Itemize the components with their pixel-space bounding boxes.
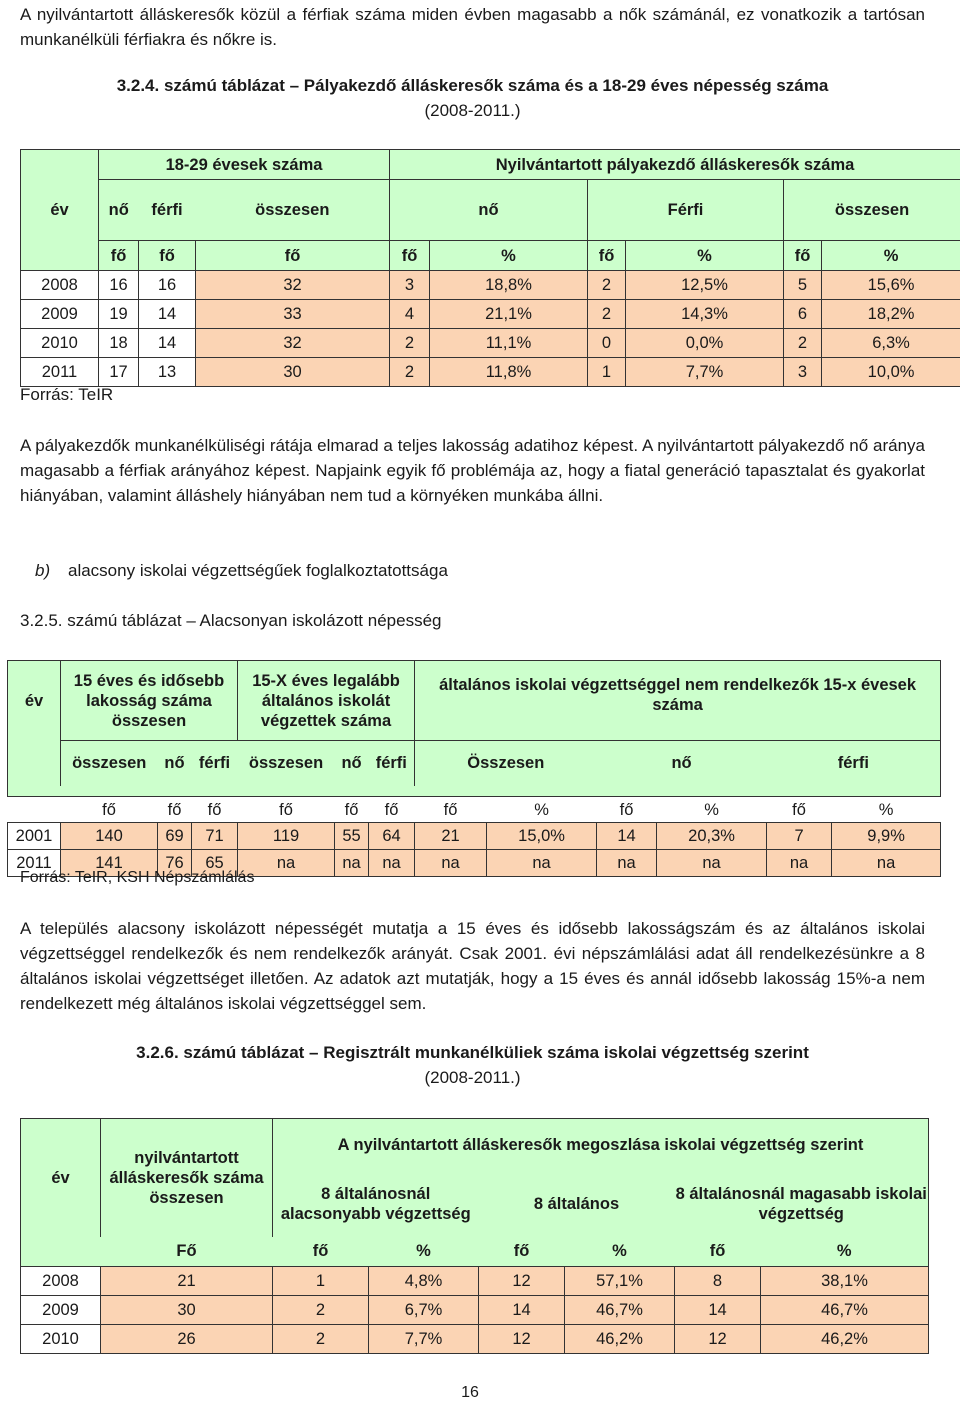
table2-cell: 15,0% (487, 823, 597, 850)
table1-unit: fő (390, 241, 430, 271)
table2-unit: fő (167, 800, 182, 819)
table2-cell: 2001 (8, 823, 61, 850)
table2-unit: fő (344, 800, 359, 819)
table1-cell: 11,1% (430, 329, 588, 358)
table2-unit: fő (384, 800, 399, 819)
table1-cell: 14 (139, 300, 196, 329)
table2-title: 3.2.5. számú táblázat – Alacsonyan iskolázott népesség (20, 611, 442, 630)
table3-subheader-above8: 8 általánosnál magasabb iskolai végzettség (675, 1172, 929, 1237)
table1-unit: fő (139, 241, 196, 271)
table1-title: 3.2.4. számú táblázat – Pályakezdő álláskeresők száma és a 18-29 éves népesség száma (116, 76, 829, 95)
table2-unit: fő (102, 800, 116, 819)
table3-unit: fő (675, 1237, 761, 1267)
table1-unit: % (430, 241, 588, 271)
table1-year-header: év (21, 180, 99, 241)
table3-cell: 2010 (21, 1325, 101, 1354)
table1-header-pop-male: férfi (139, 180, 196, 241)
table3-cell: 46,2% (761, 1325, 929, 1354)
table2-source: Forrás: TeIR, KSH Népszámlálás (20, 869, 255, 886)
table1-cell: 15,6% (822, 271, 960, 300)
table2-cell: 141 (61, 850, 158, 877)
table2-cell: 65 (192, 850, 238, 877)
table2-cell: na (369, 850, 415, 877)
table3-cell: 12 (675, 1325, 761, 1354)
table1-cell: 2008 (21, 271, 99, 300)
table3-unit: % (565, 1237, 675, 1267)
table-row (21, 1296, 929, 1325)
table2-cell: 9,9% (832, 823, 941, 850)
table1-header-pop-total: összesen (196, 180, 390, 241)
table1-cell: 5 (784, 271, 822, 300)
table2-group-header-educated: 15-X éves legalább általános iskolát végzettek száma (238, 661, 415, 741)
table1-cell: 18,8% (430, 271, 588, 300)
table1-cell: 11,8% (430, 358, 588, 387)
table1-cell: 2 (588, 300, 626, 329)
table2-subheader: férfi (192, 741, 238, 786)
table1-unit: fő (784, 241, 822, 271)
table1-source: Forrás: TeIR (20, 385, 114, 404)
table2-cell: 21 (415, 823, 487, 850)
table3-cell: 1 (273, 1267, 369, 1296)
table2-cell: 69 (158, 823, 192, 850)
table3-cell: 2008 (21, 1267, 101, 1296)
table3-cell: 26 (101, 1325, 273, 1354)
table1-cell: 13 (139, 358, 196, 387)
table1-cell: 18 (99, 329, 139, 358)
paragraph-young-jobseekers: A pályakezdők munkanélküliségi rátája elmarad a teljes lakosság adatihoz képest. A nyilvántartott pályakezdő nő aránya magasabb a férfiak arányához képest. Napjaink egyik fő problémája az, hogy a fiatal generáció tapasztalat és gyakorlat hiányában, valamint álláshely hiányában nem tud a környéken munkába állni. (20, 436, 925, 505)
table2-cell: na (487, 850, 597, 877)
table3-group-header: A nyilvántartott álláskeresők megoszlása iskolai végzettség szerint (273, 1119, 929, 1172)
table-row (8, 823, 941, 850)
table2-cell: na (767, 850, 832, 877)
table1-cell: 16 (99, 271, 139, 300)
table3-subheader-below8: 8 általánosnál alacsonyabb végzettség (273, 1172, 479, 1237)
table1-cell: 2 (390, 358, 430, 387)
table1-unit: fő (196, 241, 390, 271)
table1-cell: 1 (588, 358, 626, 387)
table1-unit: fő (588, 241, 626, 271)
table2-year-cell (8, 741, 61, 786)
table2-year-header: év (8, 661, 61, 741)
table1-cell: 2009 (21, 300, 99, 329)
table1-cell: 2 (390, 329, 430, 358)
table1-unit: fő (99, 241, 139, 271)
table1-cell: 0,0% (626, 329, 784, 358)
table2-subheader: nő (597, 741, 767, 786)
table2-cell: 140 (61, 823, 158, 850)
table1-cell: 2011 (21, 358, 99, 387)
table2-subheader: nő (335, 741, 369, 786)
table2-cell: 76 (158, 850, 192, 877)
table2-cell: 14 (597, 823, 657, 850)
table-row (21, 358, 960, 387)
table3-title-years: (2008-2011.) (424, 1068, 521, 1087)
table3-cell: 4,8% (369, 1267, 479, 1296)
table2-unit: % (534, 800, 549, 819)
table3-cell: 2009 (21, 1296, 101, 1325)
table2-subheader: Összesen (415, 741, 597, 786)
subsection-title: alacsony iskolai végzettségűek foglalkoztatottsága (68, 561, 448, 580)
table3-unit: % (369, 1237, 479, 1267)
table2-cell: 55 (335, 823, 369, 850)
page-number: 16 (461, 1384, 479, 1401)
table1-cell: 30 (196, 358, 390, 387)
table3-cell: 12 (479, 1325, 565, 1354)
table3-cell: 12 (479, 1267, 565, 1296)
table1-header-js-female: nő (390, 180, 588, 241)
table1-year-cell-top (21, 150, 99, 180)
table2-cell: 20,3% (657, 823, 767, 850)
table1-cell: 21,1% (430, 300, 588, 329)
table3-total-header: nyilvántartott álláskeresők száma összesen (101, 1119, 273, 1237)
table2-cell: na (597, 850, 657, 877)
table-row (21, 329, 960, 358)
table3-unit: % (761, 1237, 929, 1267)
table1-cell: 12,5% (626, 271, 784, 300)
table3-subheader-8: 8 általános (479, 1172, 675, 1237)
table3-unit-empty (21, 1237, 101, 1267)
table2-spacer (8, 786, 61, 797)
table1-cell: 32 (196, 329, 390, 358)
table1-cell: 17 (99, 358, 139, 387)
table2-spacer (61, 786, 941, 797)
table3-cell: 46,7% (761, 1296, 929, 1325)
table1-cell: 3 (784, 358, 822, 387)
table3 (20, 1118, 929, 1354)
table1-cell: 18,2% (822, 300, 960, 329)
table3-cell: 30 (101, 1296, 273, 1325)
table1-cell: 14 (139, 329, 196, 358)
table2-cell: na (238, 850, 335, 877)
table1-group-header-jobseekers: Nyilvántartott pályakezdő álláskeresők száma (390, 150, 960, 180)
table1-cell: 16 (139, 271, 196, 300)
table2-cell: 71 (192, 823, 238, 850)
table3-cell: 21 (101, 1267, 273, 1296)
table2-cell: na (335, 850, 369, 877)
table1-unit: % (822, 241, 960, 271)
table1-header-pop-female: nő (99, 180, 139, 241)
table2-cell: na (832, 850, 941, 877)
table2-unit: fő (279, 800, 293, 819)
table1-cell: 10,0% (822, 358, 960, 387)
table2-subheader: nő (158, 741, 192, 786)
table1-cell: 33 (196, 300, 390, 329)
table1-cell: 6 (784, 300, 822, 329)
table3-title: 3.2.6. számú táblázat – Regisztrált munkanélküliek száma iskolai végzettség szerint (136, 1043, 809, 1062)
subsection-letter: b) (35, 561, 51, 580)
table1-cell: 2010 (21, 329, 99, 358)
table1-cell: 2 (588, 271, 626, 300)
table3-cell: 8 (675, 1267, 761, 1296)
table2-subheader: férfi (369, 741, 415, 786)
table2-unit: fő (207, 800, 222, 819)
table3-unit: Fő (101, 1237, 273, 1267)
table2-subheader: férfi (767, 741, 941, 786)
table3-cell: 38,1% (761, 1267, 929, 1296)
table2-unit: fő (792, 800, 806, 819)
table1-cell: 3 (390, 271, 430, 300)
table2-subheader: összesen (61, 741, 158, 786)
table3-cell: 2 (273, 1325, 369, 1354)
table1-cell: 14,3% (626, 300, 784, 329)
table3-cell: 7,7% (369, 1325, 479, 1354)
table1-year-cell-bottom (21, 241, 99, 271)
table3-unit: fő (479, 1237, 565, 1267)
table2-cell: na (415, 850, 487, 877)
table3-cell: 6,7% (369, 1296, 479, 1325)
table2-unit: fő (443, 800, 458, 819)
table3-cell: 57,1% (565, 1267, 675, 1296)
table1-header-js-total: összesen (784, 180, 960, 241)
table2-unit: % (704, 800, 719, 819)
table2-unit: % (878, 800, 894, 819)
table1 (20, 149, 960, 387)
table-row (21, 1267, 929, 1296)
table2-group-header-not-educated: általános iskolai végzettséggel nem rendelkezők 15-x évesek száma (415, 661, 941, 741)
table1-cell: 0 (588, 329, 626, 358)
table2-cell: na (657, 850, 767, 877)
table3-cell: 46,7% (565, 1296, 675, 1325)
table2-subheader: összesen (238, 741, 335, 786)
table-row (21, 1325, 929, 1354)
table1-group-header-population: 18-29 évesek száma (99, 150, 390, 180)
table3-unit: fő (273, 1237, 369, 1267)
paragraph-low-education: A település alacsony iskolázott népességét mutatja a 15 éves és idősebb lakosságszám és az általános iskolai végzettséggel rendelkezők és nem rendelkezők arányát. Csak 2001. évi népszámlálási adat áll rendelkezésünkre a 8 általános iskolai végzettséget illetően. Az adatok azt mutatják, hogy a 15 éves és annál idősebb lakosság 15%-a nem rendelkezett még általános iskolai végzettséggel sem. (20, 919, 925, 1013)
table1-cell: 6,3% (822, 329, 960, 358)
table-row (21, 300, 960, 329)
table1-unit: % (626, 241, 784, 271)
table1-title-years: (2008-2011.) (424, 101, 521, 120)
table2-cell: 119 (238, 823, 335, 850)
table2-cell: 2011 (8, 850, 61, 877)
table3-cell: 46,2% (565, 1325, 675, 1354)
table3-cell: 2 (273, 1296, 369, 1325)
table3-cell: 14 (675, 1296, 761, 1325)
table1-header-js-male: Férfi (588, 180, 784, 241)
table1-cell: 7,7% (626, 358, 784, 387)
table1-cell: 4 (390, 300, 430, 329)
table2-unit: fő (619, 800, 634, 819)
table1-cell: 19 (99, 300, 139, 329)
table2-cell: 64 (369, 823, 415, 850)
intro-paragraph: A nyilvántartott álláskeresők közül a férfiak száma miden évben magasabb a nők számánál, ez vonatkozik a tartósan munkanélküli férfiakra és nőkre is. (20, 5, 925, 49)
table3-year-header: év (21, 1119, 101, 1237)
table2-group-header-population: 15 éves és idősebb lakosság száma összesen (61, 661, 238, 741)
table-row (21, 271, 960, 300)
table2-cell: 7 (767, 823, 832, 850)
table3-cell: 14 (479, 1296, 565, 1325)
table1-cell: 2 (784, 329, 822, 358)
table1-cell: 32 (196, 271, 390, 300)
table2-unit-empty (8, 797, 61, 823)
table2 (7, 660, 941, 877)
